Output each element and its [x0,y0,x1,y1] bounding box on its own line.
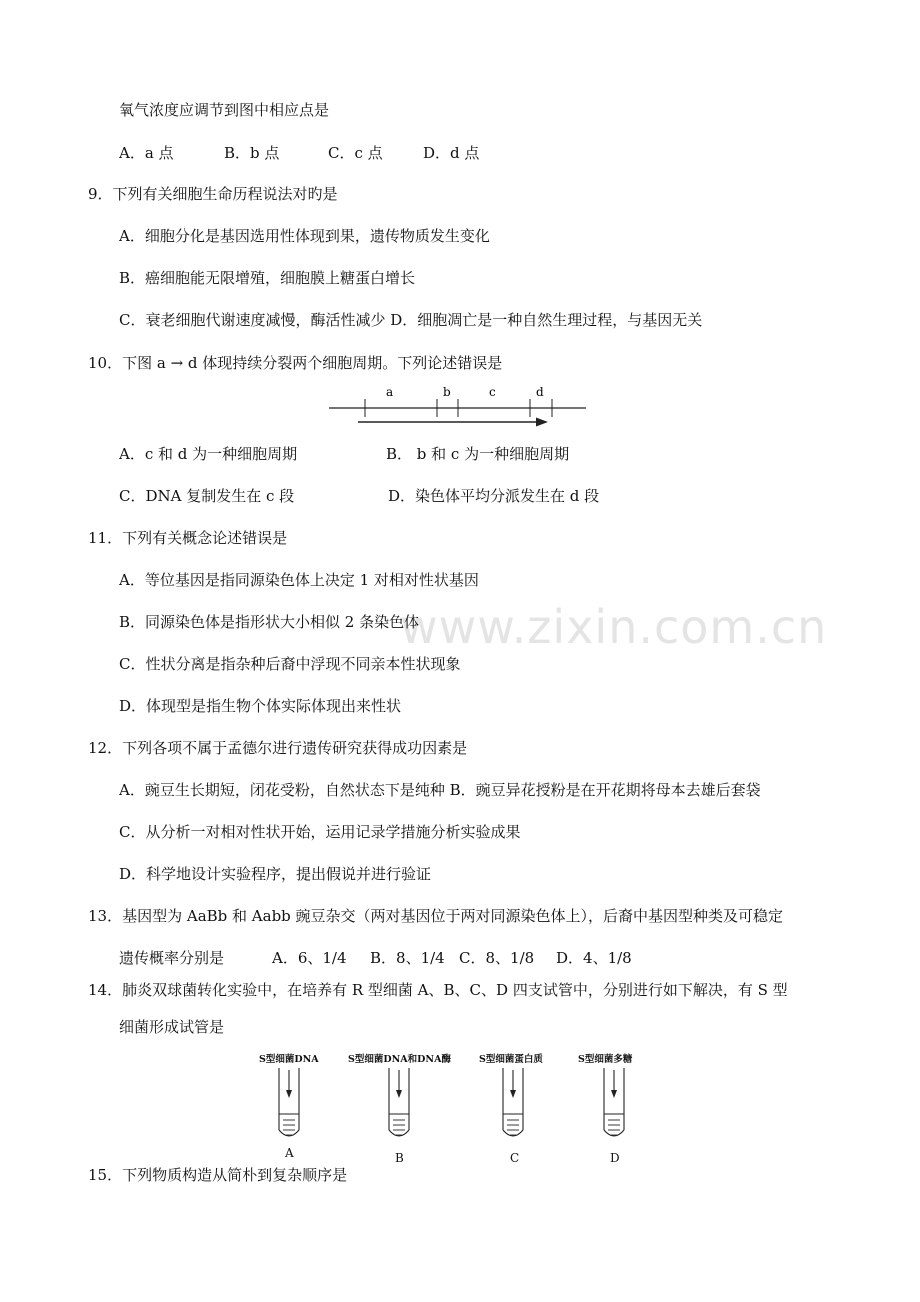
q8-option-c: C．c 点 [328,144,383,162]
watermark: www.zixin.com.cn [400,600,828,654]
q9-stem: 9．下列有关细胞生命历程说法对旳是 [88,185,338,203]
q8-stem-continuation: 氧气浓度应调节到图中相应点是 [119,101,330,119]
q9-option-b: B．癌细胞能无限增殖，细胞膜上糖蛋白增长 [119,269,416,287]
q15-stem: 15．下列物质构造从简朴到复杂顺序是 [88,1166,348,1184]
q9-option-c-d: C．衰老细胞代谢速度减慢，酶活性减少 D．细胞凋亡是一种自然生理过程，与基因无关 [119,311,703,329]
tube-b [389,1068,409,1136]
direction-arrowhead [536,418,548,427]
segment-d-label: d [536,385,544,399]
q8-option-b: B．b 点 [224,144,280,162]
q10-option-a: A．c 和 d 为一种细胞周期 [119,445,298,463]
q11-option-a: A．等位基因是指同源染色体上决定 1 对相对性状基因 [119,571,479,589]
q11-option-c: C．性状分离是指杂种后裔中浮现不同亲本性状现象 [119,655,461,673]
q10-option-c: C．DNA 复制发生在 c 段 [119,487,295,505]
q13-option-b: B．8、1/4 [370,949,445,967]
q12-stem: 12．下列各项不属于孟德尔进行遗传研究获得成功因素是 [88,739,468,757]
test-tubes-diagram [270,1068,650,1150]
q14-stem-line2: 细菌形成试管是 [119,1018,225,1036]
q12-option-a-b: A．豌豆生长期短，闭花受粉，自然状态下是纯种 B．豌豆异花授粉是在开花期将母本去雄后套袋 [119,781,761,799]
q14-stem-line1: 14．肺炎双球菌转化实验中，在培养有 R 型细菌 A、B、C、D 四支试管中，分别进行如下解决，有 S 型 [88,981,788,999]
q8-option-d: D．d 点 [423,144,480,162]
tube-c-letter: C [510,1151,520,1165]
tube-c [503,1068,523,1136]
q10-option-d: D．染色体平均分派发生在 d 段 [388,487,600,505]
tube-b-label: S型细菌DNA和DNA酶 [348,1054,451,1065]
tube-b-letter: B [395,1151,404,1165]
tube-d [604,1068,624,1136]
q11-stem: 11．下列有关概念论述错误是 [88,529,288,547]
segment-c-label: c [489,385,496,399]
q12-option-c: C．从分析一对相对性状开始，运用记录学措施分析实验成果 [119,823,521,841]
tube-a-label: S型细菌DNA [259,1054,319,1065]
q11-option-b: B．同源染色体是指形状大小相似 2 条染色体 [119,613,420,631]
q9-option-a: A．细胞分化是基因选用性体现到果，遗传物质发生变化 [119,227,490,245]
q13-option-c: C．8、1/8 [459,949,535,967]
q13-stem-line2: 遗传概率分别是 [119,949,225,967]
q13-stem-line1: 13．基因型为 AaBb 和 Aabb 豌豆杂交（两对基因位于两对同源染色体上），后裔中基因型种类及可稳定 [88,907,784,925]
tube-d-label: S型细菌多糖 [578,1054,633,1065]
q12-option-d: D．科学地设计实验程序，提出假说并进行验证 [119,865,432,883]
q10-option-b: B． b 和 c 为一种细胞周期 [386,445,570,463]
tube-d-letter: D [610,1151,620,1165]
q13-option-d: D．4、1/8 [556,949,632,967]
q13-option-a: A．6、1/4 [272,949,347,967]
segment-b-label: b [443,385,451,399]
tube-a [279,1068,299,1136]
tube-c-label: S型细菌蛋白质 [479,1054,543,1065]
cell-cycle-diagram [326,381,590,429]
tube-a-letter: A [285,1146,294,1160]
q11-option-d: D．体现型是指生物个体实际体现出来性状 [119,697,402,715]
q10-stem: 10．下图 a → d 体现持续分裂两个细胞周期。下列论述错误是 [88,354,503,372]
segment-a-label: a [386,385,394,399]
q8-option-a: A．a 点 [119,144,174,162]
